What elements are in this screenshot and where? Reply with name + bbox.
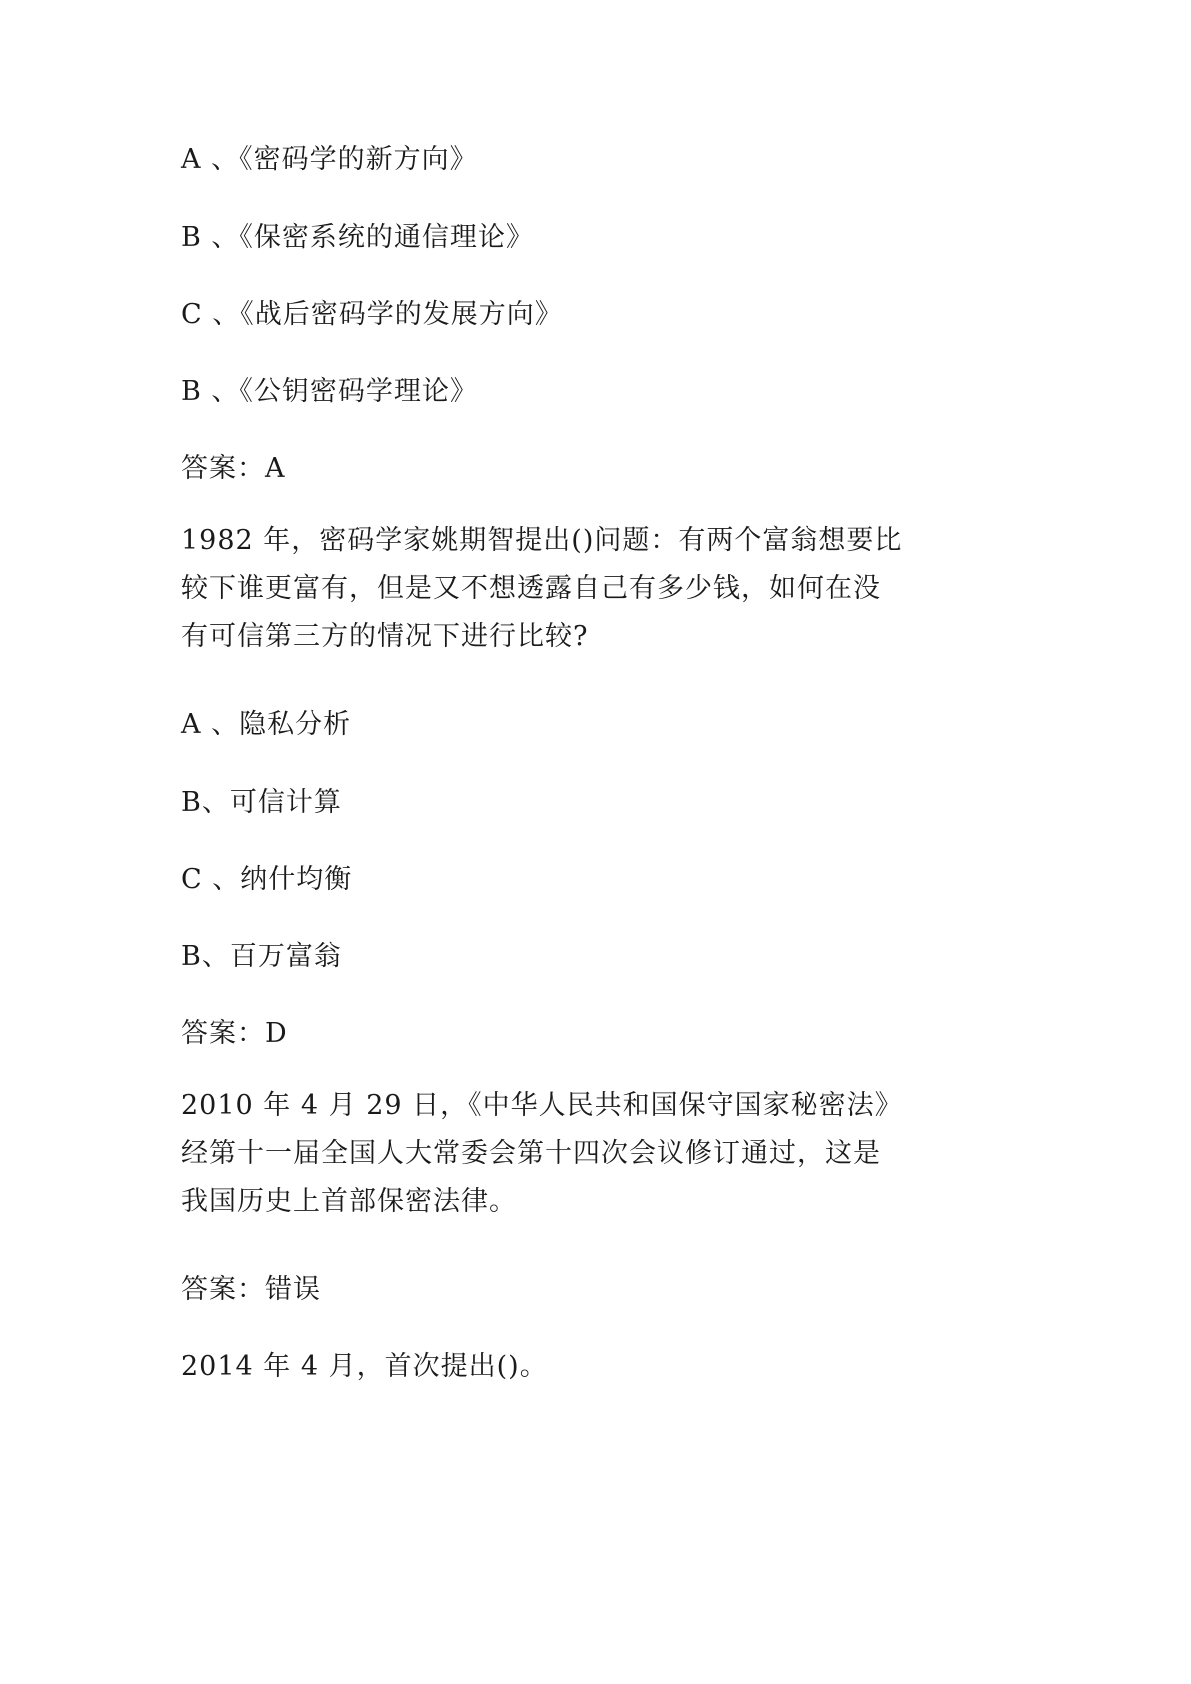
- q3-question-line: 2010 年 4 月 29 日，《中华人民共和国保守国家秘密法》: [181, 1090, 903, 1121]
- q2-answer: 答案：D: [181, 1018, 288, 1049]
- q2-question-line: 有可信第三方的情况下进行比较?: [181, 621, 589, 652]
- q2-option-c: C 、纳什均衡: [181, 864, 353, 895]
- q1-option-b: B 、《保密系统的通信理论》: [181, 222, 534, 253]
- q4-question: 2014 年 4 月，首次提出()。: [181, 1351, 548, 1382]
- q3-question: [181, 1082, 1011, 1226]
- q1-answer: 答案：A: [181, 453, 286, 484]
- q1-option-c: C 、《战后密码学的发展方向》: [181, 299, 563, 330]
- q2-option-b: B、可信计算: [181, 787, 342, 818]
- q2-question-line: 较下谁更富有，但是又不想透露自己有多少钱，如何在没: [181, 573, 881, 604]
- q3-question-line: 我国历史上首部保密法律。: [181, 1186, 517, 1217]
- q1-option-d: B 、《公钥密码学理论》: [181, 376, 478, 407]
- q2-option-a: A 、隐私分析: [181, 709, 352, 740]
- q2-question: [181, 517, 1011, 661]
- q2-question-line: 1982 年，密码学家姚期智提出()问题：有两个富翁想要比: [181, 525, 903, 556]
- q2-option-d: B、百万富翁: [181, 941, 342, 972]
- q1-option-a: A 、《密码学的新方向》: [181, 144, 478, 175]
- q3-answer: 答案：错误: [181, 1274, 321, 1305]
- q3-question-line: 经第十一届全国人大常委会第十四次会议修订通过，这是: [181, 1138, 881, 1169]
